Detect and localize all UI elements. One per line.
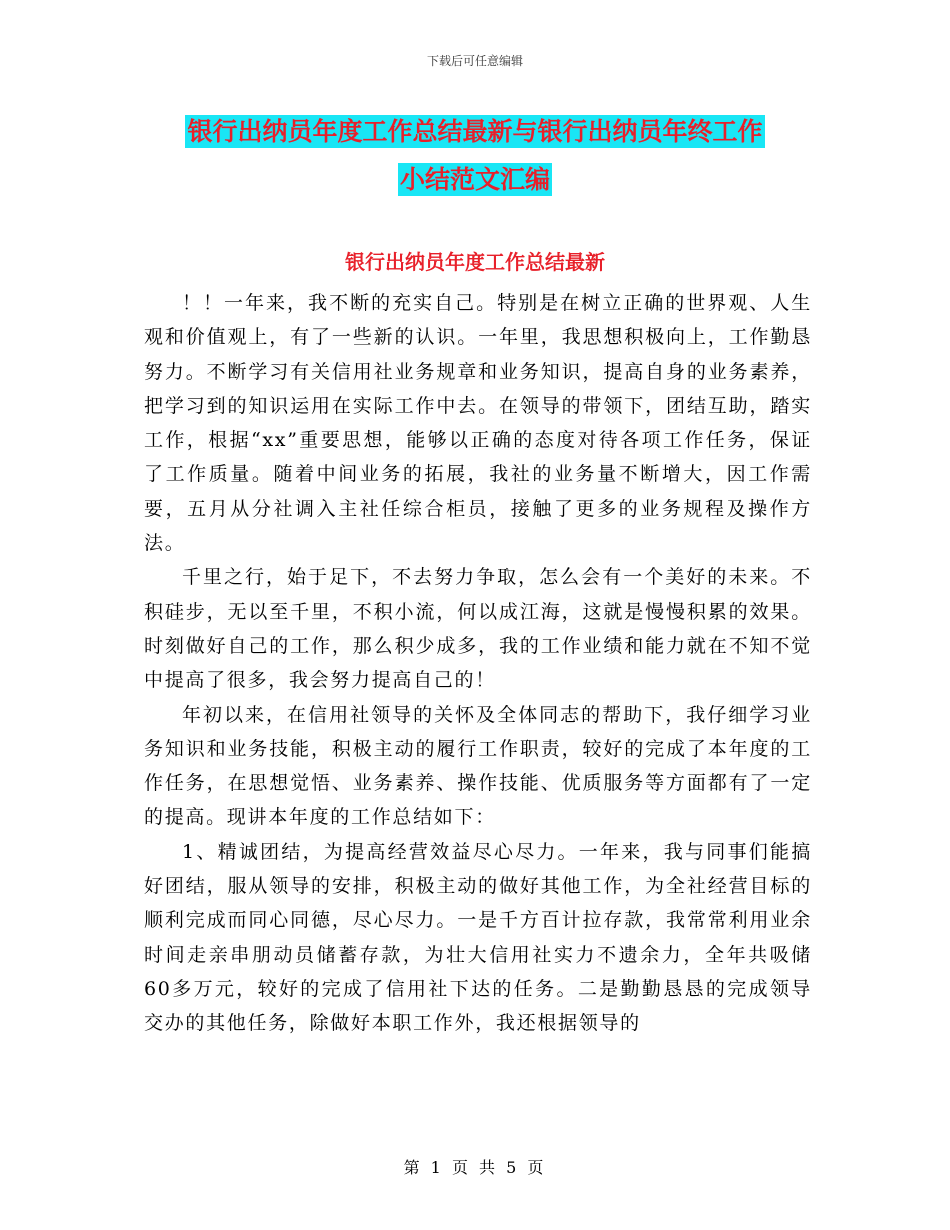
body-paragraph-1: ！！一年来，我不断的充实自己。特别是在树立正确的世界观、人生观和价值观上，有了一些新的认识。一年里，我思想积极向上，工作勤恳努力。不断学习有关信用社业务规章和业务知识，提高自身的业务素养，把学习到的知识运用在实际工作中去。在领导的带领下，团结互助，踏实工作，根据“xx”重要思想，能够以正确的态度对待各项工作任务，保证了工作质量。随着中间业务的拓展，我社的业务量不断增大，因工作需要，五月从分社调入主社任综合柜员，接触了更多的业务规程及操作方法。 xyxy=(144,292,812,555)
page-number: 第 1 页 共 5 页 xyxy=(403,1158,547,1177)
document-body xyxy=(144,286,812,1041)
page-header-note: 下载后可任意编辑 xyxy=(426,54,523,68)
document-title-line-1: 银行出纳员年度工作总结最新与银行出纳员年终工作 xyxy=(187,117,763,146)
body-paragraph-3: 年初以来，在信用社领导的关怀及全体同志的帮助下，我仔细学习业务知识和业务技能，积极主动的履行工作职责，较好的完成了本年度的工作任务，在思想觉悟、业务素养、操作技能、优质服务等方面都有了一定的提高。现讲本年度的工作总结如下： xyxy=(144,703,812,829)
body-paragraph-4: 1、精诚团结，为提高经营效益尽心尽力。一年来，我与同事们能搞好团结，服从领导的安排，积极主动的做好其他工作，为全社经营目标的顺利完成而同心同德，尽心尽力。一是千方百计拉存款，我常常利用业余时间走亲串朋动员储蓄存款，为壮大信用社实力不遗余力，全年共吸储60多万元，较好的完成了信用社下达的任务。二是勤勤恳恳的完成领导交办的其他任务，除做好本职工作外，我还根据领导的 xyxy=(144,840,812,1035)
document-title-line-2: 小结范文汇编 xyxy=(399,165,550,194)
document-title xyxy=(140,108,810,204)
body-paragraph-2: 千里之行，始于足下，不去努力争取，怎么会有一个美好的未来。不积硅步，无以至千里，不积小流，何以成江海，这就是慢慢积累的效果。时刻做好自己的工作，那么积少成多，我的工作业绩和能力就在不知不觉中提高了很多，我会努力提高自己的！ xyxy=(144,566,812,692)
section-title: 银行出纳员年度工作总结最新 xyxy=(345,250,605,274)
